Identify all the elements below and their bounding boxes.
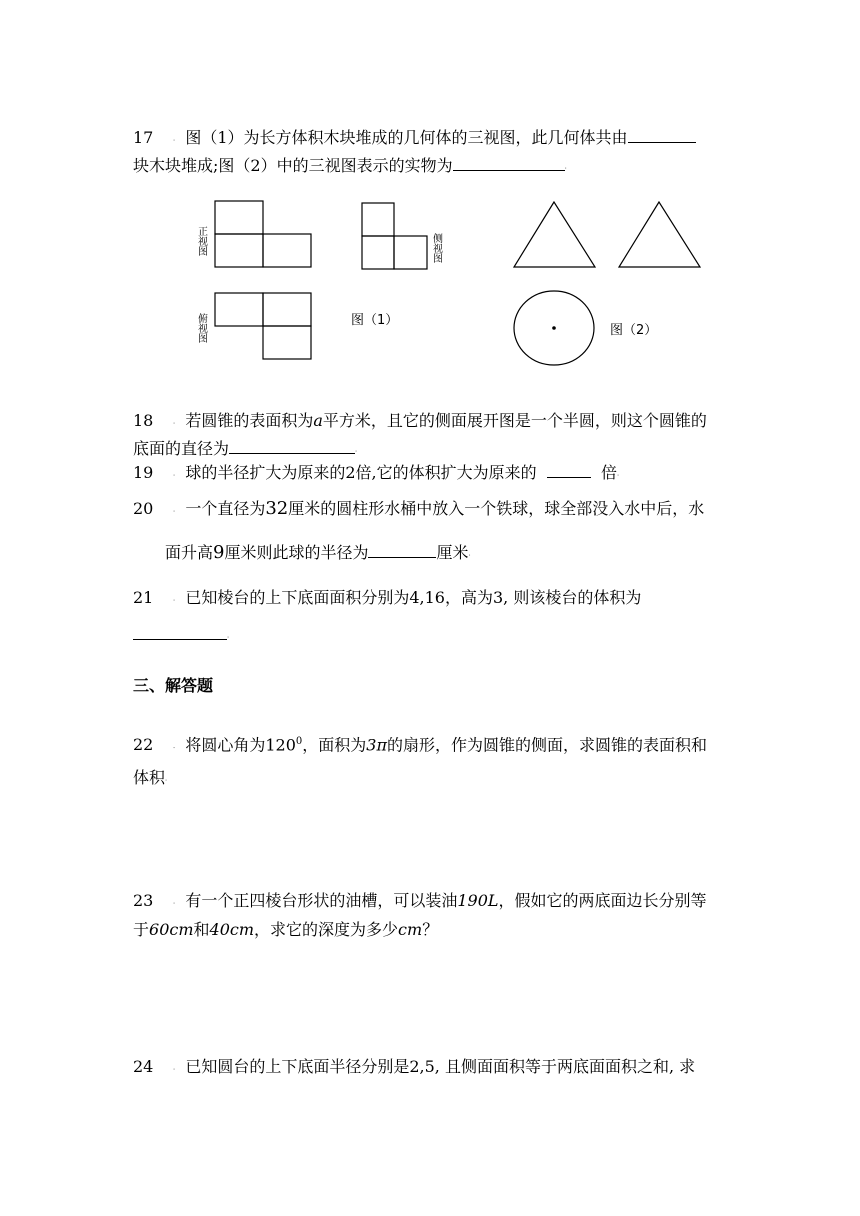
question-text: 将圆心角为 xyxy=(185,735,266,755)
top-view-block xyxy=(263,326,311,359)
question-text: , 则该棱台的体积为 xyxy=(503,588,642,607)
side-view-block xyxy=(394,236,427,269)
question-text: 块木块堆成;图（2）中的三视图表示的实物为 xyxy=(133,156,453,175)
question-text: 球的半径扩大为原来的 xyxy=(185,463,346,482)
front-view-label: 正视图 xyxy=(195,226,207,256)
question-21-line-2: ⸱ xyxy=(133,623,229,650)
question-number: 22 xyxy=(133,735,154,755)
question-text: 若圆锥的表面积为 xyxy=(185,411,314,430)
question-number: 19 xyxy=(133,463,154,482)
question-text: 的扇形，作为圆锥的侧面，求圆锥的表面积和 xyxy=(386,735,707,755)
question-18: 18 ⸱ 若圆锥的表面积为a平方米，且它的侧面展开图是一个半圆，则这个圆锥的 xyxy=(133,409,707,436)
question-22-line-2: 体积⸱ xyxy=(133,768,168,787)
question-text: ，求它的深度为多少 xyxy=(254,920,399,939)
figure-1-caption: 图（1） xyxy=(351,313,399,328)
top-view-block xyxy=(263,293,311,326)
question-number: 24 xyxy=(133,1057,154,1076)
question-text: 面升高 xyxy=(165,543,214,562)
math-variable: a xyxy=(313,411,323,430)
question-20: 20 ⸱ 一个直径为32厘米的圆柱形水桶中放入一个铁球，球全部没入水中后，水 xyxy=(133,498,705,519)
math-value: 3π xyxy=(366,735,387,755)
top-view-label: 俯视图 xyxy=(195,313,207,343)
question-text: 底面的直径为 xyxy=(133,439,230,458)
math-value: 32 xyxy=(265,498,289,519)
question-24: 24 ⸱ 已知圆台的上下底面半径分别是2,5, 且侧面面积等于两底面面积之和, 求 xyxy=(133,1055,695,1082)
math-value: 4,16 xyxy=(409,588,445,607)
top-view-block xyxy=(215,293,263,326)
question-text: 厘米的圆柱形水桶中放入一个铁球，球全部没入水中后，水 xyxy=(288,499,705,518)
question-number: 18 xyxy=(133,411,154,430)
question-text: ，高为 xyxy=(444,588,493,607)
question-18-line-2: 底面的直径为 ⸱ xyxy=(133,439,358,458)
question-text: 于 xyxy=(133,920,150,939)
question-text: 倍 xyxy=(600,463,617,482)
front-triangle xyxy=(514,202,595,267)
question-text: ，面积为 xyxy=(302,735,367,755)
math-value: 9 xyxy=(213,542,225,563)
question-text: 倍,它的体积扩大为原来的 xyxy=(355,463,537,482)
section-heading: 三、解答题 xyxy=(133,676,214,695)
answer-blank[interactable] xyxy=(229,437,355,454)
circle-center-dot xyxy=(552,326,556,330)
front-view-block xyxy=(215,201,263,234)
question-number: 23 xyxy=(133,891,154,910)
question-text: 已知圆台的上下底面半径分别是 xyxy=(185,1057,410,1076)
question-text: ？ xyxy=(422,920,439,939)
question-17-line-2: 块木块堆成;图（2）中的三视图表示的实物为 ⸱ xyxy=(133,156,567,175)
question-number: 20 xyxy=(133,499,154,518)
side-view-block xyxy=(362,203,394,236)
question-text: 有一个正四棱台形状的油槽，可以装油 xyxy=(185,891,458,910)
question-23-line-2 xyxy=(133,918,438,942)
math-superscript: 0 xyxy=(295,736,303,747)
question-text: 厘米 xyxy=(436,543,469,562)
math-value: 60cm xyxy=(149,920,194,939)
question-20-line-2: 面升高9厘米则此球的半径为 厘米⸱ xyxy=(165,542,471,563)
math-value: 3 xyxy=(492,588,504,607)
question-text: 体积 xyxy=(133,768,166,787)
math-value: 2,5 xyxy=(409,1057,435,1076)
figure-2-caption: 图（2） xyxy=(610,323,658,338)
question-21: 21 ⸱ 已知棱台的上下底面面积分别为4,16，高为3, 则该棱台的体积为 xyxy=(133,586,641,613)
question-17: 17 ⸱ 图（1）为长方体积木块堆成的几何体的三视图，此几何体共由 xyxy=(133,126,696,153)
side-view-label: 侧视图 xyxy=(430,233,442,263)
front-view-block xyxy=(263,234,311,267)
answer-blank[interactable] xyxy=(547,461,591,478)
math-value: 2 xyxy=(345,463,356,482)
question-23: 23 ⸱ 有一个正四棱台形状的油槽，可以装油190L，假如它的两底面边长分别等 xyxy=(133,889,707,916)
answer-blank[interactable] xyxy=(133,623,227,640)
math-value: cm xyxy=(398,920,423,939)
question-text: 已知棱台的上下底面面积分别为 xyxy=(185,588,410,607)
question-text: , 且侧面面积等于两底面面积之和, 求 xyxy=(434,1057,696,1076)
math-value: 190L xyxy=(457,891,499,910)
math-value: 40cm xyxy=(209,920,255,939)
side-view-block xyxy=(362,236,394,269)
question-text: 图（1）为长方体积木块堆成的几何体的三视图，此几何体共由 xyxy=(185,128,628,147)
question-text: ，假如它的两底面边长分别等 xyxy=(498,891,707,910)
question-22: 22 ⸱ 将圆心角为$120^0$，面积为3π的扇形，作为圆锥的侧面，求圆锥的表面积和 xyxy=(133,730,707,760)
question-text: 和 xyxy=(193,920,210,939)
question-text: 平方米，且它的侧面展开图是一个半圆，则这个圆锥的 xyxy=(322,411,707,430)
three-view-figures xyxy=(0,0,860,380)
question-number: 17 xyxy=(133,128,154,147)
side-triangle xyxy=(619,202,700,267)
math-value: 120 xyxy=(265,735,296,755)
question-text: 厘米则此球的半径为 xyxy=(224,543,369,562)
question-number: 21 xyxy=(133,588,154,607)
question-text: 一个直径为 xyxy=(185,499,266,518)
answer-blank[interactable] xyxy=(368,541,436,558)
front-view-block xyxy=(215,234,263,267)
question-19: 19 ⸱ 球的半径扩大为原来的2倍,它的体积扩大为原来的 倍⸱ xyxy=(133,461,619,488)
